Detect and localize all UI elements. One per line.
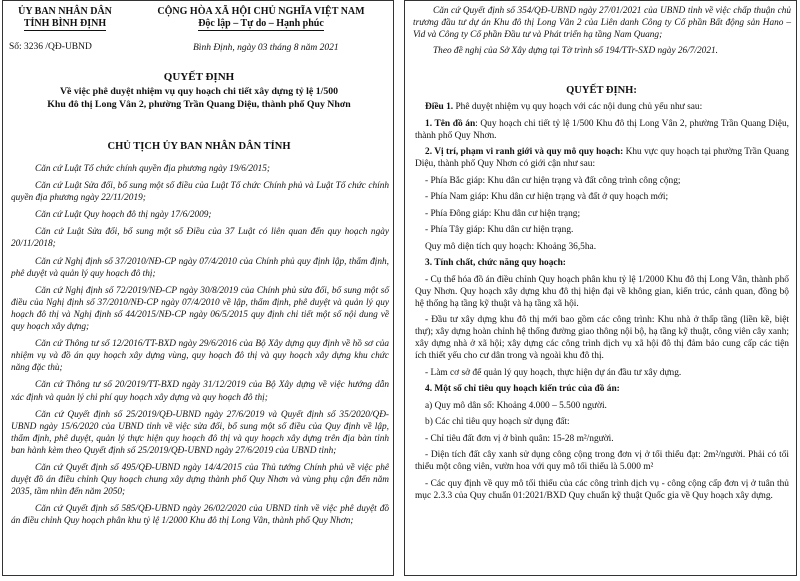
nation-name: CỘNG HÒA XÃ HỘI CHỦ NGHĨA VIỆT NAM — [157, 6, 365, 17]
national-header — [131, 6, 391, 31]
basis-item: Căn cứ Luật Tổ chức chính quyền địa phương ngày 19/6/2015; — [35, 164, 271, 174]
section-1 — [415, 118, 789, 142]
basis-item: Căn cứ Quyết định số 354/QĐ-UBND ngày 27/01/2021 của UBND tỉnh về việc chấp thuận chủ trương đầu tư dự án Khu đô thị Long Vân 2 của Liên danh Công ty Cổ phần Bất động sản Hano – Vid và Công ty Cổ phần Đầu tư và Phát triển hạ tầng Nam Quang; — [413, 6, 791, 40]
left-document-page — [2, 0, 394, 576]
document-title: QUYẾT ĐỊNH — [163, 71, 235, 83]
nation-motto: Độc lập – Tự do – Hạnh phúc — [198, 18, 324, 29]
document-number: Số: 3236 /QĐ-UBND — [9, 42, 92, 52]
function-item: - Cụ thể hóa đồ án điều chỉnh Quy hoạch phân khu tỷ lệ 1/2000 Khu đô thị Long Vân, thành phố Quy Nhơn. Quy hoạch xây dựng khu đô thị hiện đại về không gian, kiến trúc, cảnh quan, đồng bộ hệ thống hạ tầng kỹ thuật và hạ tầng xã hội. — [415, 274, 789, 309]
section-2 — [415, 146, 789, 170]
basis-item: Căn cứ Thông tư số 12/2016/TT-BXD ngày 29/6/2016 của Bộ Xây dựng quy định về hồ sơ của nhiệm vụ và đồ án quy hoạch xây dựng vùng, quy hoạch đô thị và quy hoạch xây dựng khu chức năng đặc thù; — [11, 339, 389, 374]
basis-item: Căn cứ Quyết định số 495/QĐ-UBND ngày 14/4/2015 của Thủ tướng Chính phủ về việc phê duyệt đồ án điều chỉnh Quy hoạch chung xây dựng thành phố Quy Nhơn và vùng phụ cận đến năm 2035, tầm nhìn đến năm 2050; — [11, 462, 389, 498]
function-item: - Đầu tư xây dựng khu đô thị mới bao gồm các công trình: Khu nhà ở thấp tầng (liền kề, biệt thự); xây dựng hoàn chỉnh hệ thống đường giao thông nội bộ, hạ tầng kỹ thuật, công viên cây xanh; xây dựng nhà ở xã hội; xây dựng các công trình dịch vụ xã hội đô thị đảm bảo cung cấp các tiện ích thiết yếu cho cư dân trong và ngoài khu đô thị. — [415, 315, 789, 361]
basis-item: Căn cứ Thông tư số 20/2019/TT-BXD ngày 31/12/2019 của Bộ Xây dựng về việc hướng dẫn xác định và quản lý chi phí quy hoạch xây dựng và quy hoạch đô thị; — [11, 380, 389, 403]
section-1-label: 1. Tên đồ án — [425, 118, 476, 129]
planning-area: Quy mô diện tích quy hoạch: Khoảng 36,5ha. — [425, 241, 597, 252]
section-4-label: 4. Một số chỉ tiêu quy hoạch kiến trúc của đồ án: — [425, 384, 620, 394]
land-use-item: - Diện tích đất cây xanh sử dụng công cộng trong đơn vị ở tối thiểu đạt: 2m²/người. Phải có tối thiểu một công viên, vườn hoa với quy mô tối thiểu là 5.000 m² — [415, 450, 789, 472]
legal-basis-list — [11, 163, 389, 532]
issuer-title: CHỦ TỊCH ỦY BAN NHÂN DÂN TỈNH — [107, 141, 291, 152]
basis-item: Căn cứ Quyết định số 585/QĐ-UBND ngày 26/02/2020 của UBND tỉnh về việc phê duyệt đồ án điều chỉnh Quy hoạch phân khu tỷ lệ 1/2000 Khu đô thị Long Vân, thành phố Quy Nhơn; — [11, 504, 389, 527]
decision-heading: QUYẾT ĐỊNH: — [566, 85, 637, 96]
article-1-label: Điều 1. — [425, 102, 454, 112]
boundary-north: - Phía Bắc giáp: Khu dân cư hiện trạng và đất công trình công cộng; — [425, 175, 681, 186]
agency-name: ỦY BAN NHÂN DÂN — [18, 6, 112, 17]
function-item: - Làm cơ sở để quản lý quy hoạch, thực hiện dự án đầu tư xây dựng. — [425, 367, 682, 378]
section-1-text: : Quy hoạch chi tiết tỷ lệ 1/500 Khu đô thị Long Vân 2, phường Trần Quang Diệu, thành phố Quy Nhơn. — [415, 118, 789, 141]
agency-header — [9, 6, 121, 31]
section-2-label: 2. Vị trí, phạm vi ranh giới và quy mô quy hoạch: — [425, 147, 624, 157]
proposal-note: Theo đề nghị của Sở Xây dựng tại Tờ trình số 194/TTr-SXD ngày 26/7/2021. — [433, 46, 718, 56]
document-subject — [13, 85, 385, 111]
boundary-south: - Phía Nam giáp: Khu dân cư hiện trạng và đất ở quy hoạch mới; — [425, 192, 669, 202]
decision-body — [415, 101, 789, 506]
right-document-page — [404, 0, 797, 576]
section-2-text: Khu vực quy hoạch tại phường Trần Quang Diệu, thành phố Quy Nhơn có giới cận như sau: — [415, 147, 789, 169]
basis-item: Căn cứ Luật Quy hoạch đô thị ngày 17/6/2009; — [35, 210, 212, 221]
additional-basis — [413, 5, 791, 61]
article-1 — [415, 101, 789, 113]
land-use-item: - Các quy định về quy mô tối thiểu của các công trình dịch vụ - công cộng cấp đơn vị ở tuân thủ mục 2.3.3 của Quy chuẩn 01:2021/BXD Quy chuẩn kỹ thuật Quốc gia về Quy hoạch xây dựng. — [415, 478, 789, 501]
basis-item: Căn cứ Nghị định số 37/2010/NĐ-CP ngày 07/4/2010 của Chính phủ quy định lập, thẩm định, phê duyệt và quản lý quy hoạch đô thị; — [11, 256, 389, 279]
basis-item: Căn cứ Nghị định số 72/2019/NĐ-CP ngày 30/8/2019 của Chính phủ sửa đổi, bổ sung một số điều của Nghị định số 37/2010/NĐ-CP ngày 07/4/2010 về lập, thẩm định, phê duyệt và quản lý quy hoạch đô thị và Nghị định số 44/2015/NĐ-CP ngày 06/5/2015 quy định chi tiết một số nội dung về quy hoạch xây dựng; — [11, 285, 389, 333]
subject-line-2: Khu đô thị Long Vân 2, phường Trần Quang Diệu, thành phố Quy Nhơn — [47, 99, 351, 110]
land-use-heading: b) Các chỉ tiêu quy hoạch sử dụng đất: — [425, 417, 570, 427]
basis-item: Căn cứ Quyết định số 25/2019/QĐ-UBND ngày 27/6/2019 và Quyết định số 35/2020/QĐ-UBND ngày 15/6/2020 của UBND tỉnh về việc sửa đổi, bổ sung một số điều của Quy định về lập, thẩm định, phê duyệt, quản lý thực hiện quy hoạch đô thị và quy hoạch xây dựng trên địa bàn tỉnh ban hành kèm theo Quyết định số 25/2019/QĐ-UBND ngày 27/6/2019 của UBND tỉnh; — [11, 409, 389, 456]
basis-item: Căn cứ Luật Sửa đổi, bổ sung một số Điều của 37 Luật có liên quan đến quy hoạch ngày 20/11/2018; — [11, 227, 389, 250]
land-use-item: - Chỉ tiêu đất đơn vị ở bình quân: 15-28 m²/người. — [425, 433, 614, 444]
document-date: Bình Định, ngày 03 tháng 8 năm 2021 — [193, 43, 339, 53]
boundary-west: - Phía Tây giáp: Khu dân cư hiện trạng. — [425, 225, 574, 235]
subject-line-1: Về việc phê duyệt nhiệm vụ quy hoạch chi tiết xây dựng tỷ lệ 1/500 — [59, 86, 339, 97]
population-target: a) Quy mô dân số: Khoảng 4.000 – 5.500 người. — [425, 400, 607, 411]
province-name: TỈNH BÌNH ĐỊNH — [23, 18, 107, 29]
boundary-east: - Phía Đông giáp: Khu dân cư hiện trạng; — [425, 208, 581, 219]
section-3-label: 3. Tính chất, chức năng quy hoạch: — [425, 258, 566, 268]
article-1-text: Phê duyệt nhiệm vụ quy hoạch với các nội dung chủ yếu như sau: — [453, 102, 703, 112]
basis-item: Căn cứ Luật Sửa đổi, bổ sung một số điều của Luật Tổ chức Chính phủ và Luật Tổ chức chính quyền địa phương ngày 22/11/2019; — [11, 181, 389, 204]
